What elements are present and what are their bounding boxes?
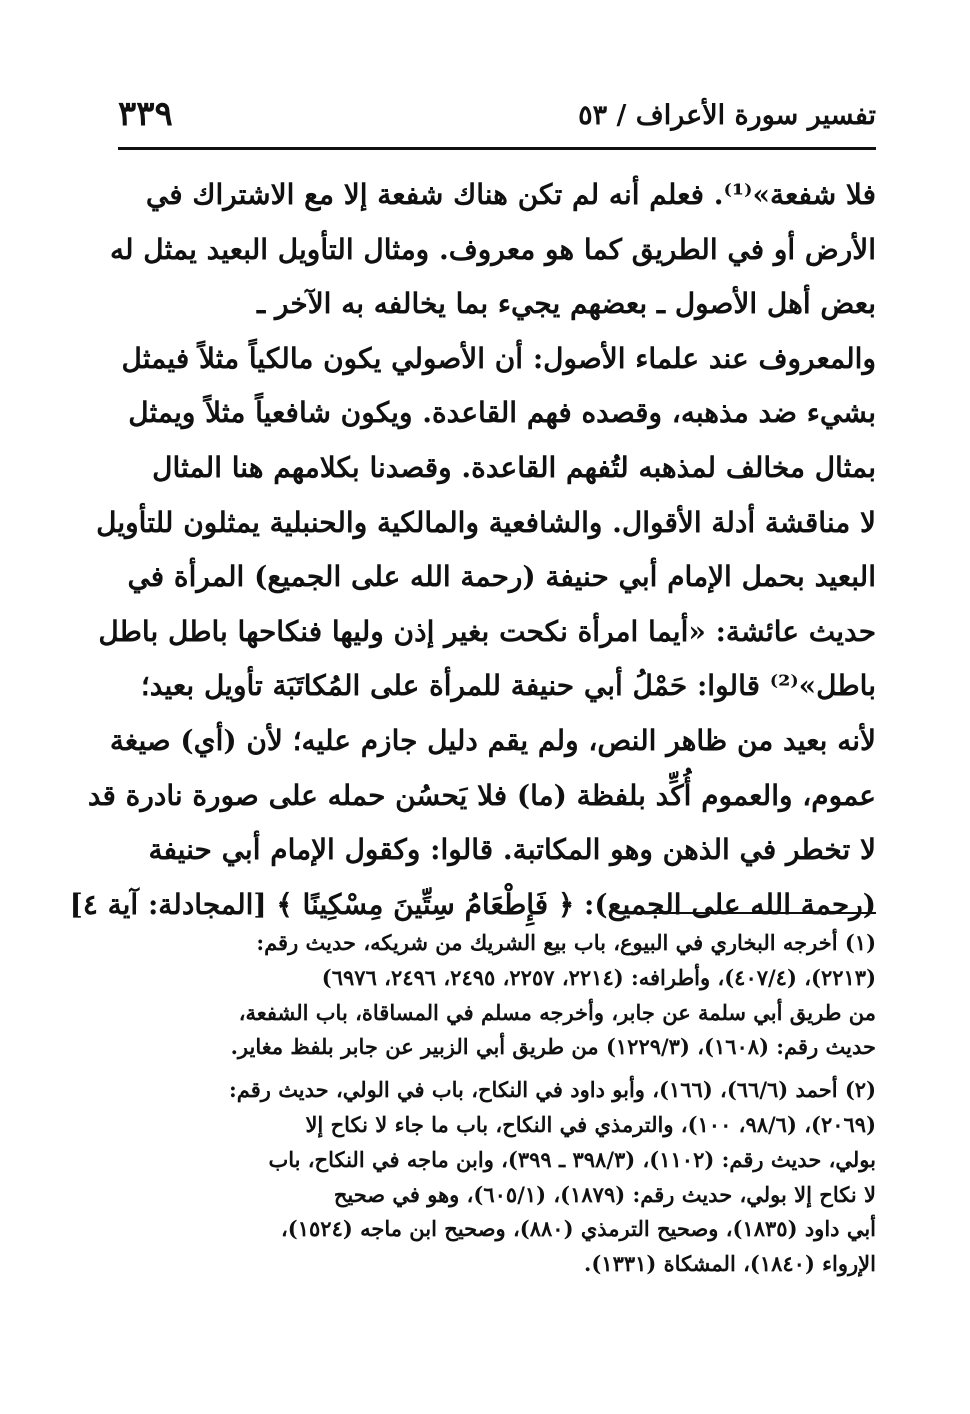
text-line: لأنه بعيد من ظاهر النص، ولم يقم دليل جازم عليه؛ لأن (أي) صيغة — [109, 723, 876, 757]
main-text — [69, 168, 876, 932]
footnote-line: (٢) أحمد (٦٦/٦)، (١٦٦)، وأبو داود في النكاح، باب في الولي، حديث رقم: — [228, 1077, 876, 1103]
footnote-separator — [620, 912, 876, 914]
footnote-line: الإرواء (١٨٤٠)، المشكاة (١٣٣١). — [584, 1251, 876, 1277]
footnote-line: أبي داود (١٨٣٥)، وصحيح الترمذي (٨٨٠)، وصحيح ابن ماجه (١٥٢٤)، — [281, 1216, 876, 1242]
footnote-1 — [118, 926, 876, 1065]
page-number: ٣٣٩ — [118, 94, 173, 134]
text-line: بشيء ضد مذهبه، وقصده فهم القاعدة. ويكون شافعياً مثلاً ويمثل — [128, 396, 876, 430]
running-title: تفسير سورة الأعراف / ٥٣ — [578, 100, 876, 131]
text-line: (رحمة الله على الجميع): ﴿ فَإِطْعَامُ سِتِّينَ مِسْكِينًا ﴾ [المجادلة: آية ٤] — [69, 887, 876, 921]
footnote-2 — [118, 1073, 876, 1282]
header-rule — [118, 147, 876, 150]
footnotes — [118, 926, 876, 1282]
text-line: فلا شفعة»⁽¹⁾. فعلم أنه لم تكن هناك شفعة إلا مع الاشتراك في — [145, 178, 876, 211]
footnote-line: بولي، حديث رقم: (١١٠٢)، (٣٩٨/٣ ـ ٣٩٩)، وابن ماجه في النكاح، باب — [268, 1146, 876, 1172]
text-line: البعيد بحمل الإمام أبي حنيفة (رحمة الله على الجميع) المرأة في — [127, 560, 876, 594]
footnote-line: (٢٠٦٩)، (٩٨/٦، ١٠٠)، والترمذي في النكاح، باب ما جاء لا نكاح إلا — [305, 1111, 876, 1137]
text-line: بعض أهل الأصول ـ بعضهم يجيء بما يخالفه به الآخر ـ — [257, 287, 876, 321]
text-line: حديث عائشة: «أيما امرأة نكحت بغير إذن وليها فنكاحها باطل باطل — [98, 614, 876, 648]
footnote-line: (٢٢١٣)، (٤٠٧/٤)، وأطرافه: (٢٢١٤، ٢٢٥٧، ٢٤٩٥، ٢٤٩٦، ٦٩٧٦) — [321, 964, 876, 990]
footnote-line: من طريق أبي سلمة عن جابر، وأخرجه مسلم في المساقاة، باب الشفعة، — [238, 999, 876, 1025]
text-line: باطل»⁽²⁾ قالوا: حَمْلُ أبي حنيفة للمرأة على المُكاتَبَة تأويل بعيد؛ — [140, 669, 876, 703]
text-line: والمعروف عند علماء الأصول: أن الأصولي يكون مالكياً مثلاً فيمثل — [121, 341, 876, 375]
text-line: لا مناقشة أدلة الأقوال. والشافعية والمالكية والحنبلية يمثلون للتأويل — [96, 505, 876, 539]
page-header — [118, 92, 876, 142]
text-line: لا تخطر في الذهن وهو المكاتبة. قالوا: وكقول الإمام أبي حنيفة — [148, 833, 876, 867]
text-line: الأرض أو في الطريق كما هو معروف. ومثال التأويل البعيد يمثل له — [109, 232, 876, 266]
text-line: بمثال مخالف لمذهبه لتُفهم القاعدة. وقصدنا بكلامهم هنا المثال — [152, 450, 876, 484]
footnote-line: لا نكاح إلا بولي، حديث رقم: (١٨٧٩)، (٦٠٥/١)، وهو في صحيح — [333, 1181, 876, 1207]
text-line: عموم، والعموم أُكِّد بلفظة (ما) فلا يَحسُن حمله على صورة نادرة قد — [87, 778, 876, 812]
footnote-line: حديث رقم: (١٦٠٨)، (١٢٢٩/٣) من طريق أبي الزبير عن جابر بلفظ مغاير. — [230, 1034, 876, 1060]
footnote-line: (١) أخرجه البخاري في البيوع، باب بيع الشريك من شريكه، حديث رقم: — [256, 930, 876, 955]
